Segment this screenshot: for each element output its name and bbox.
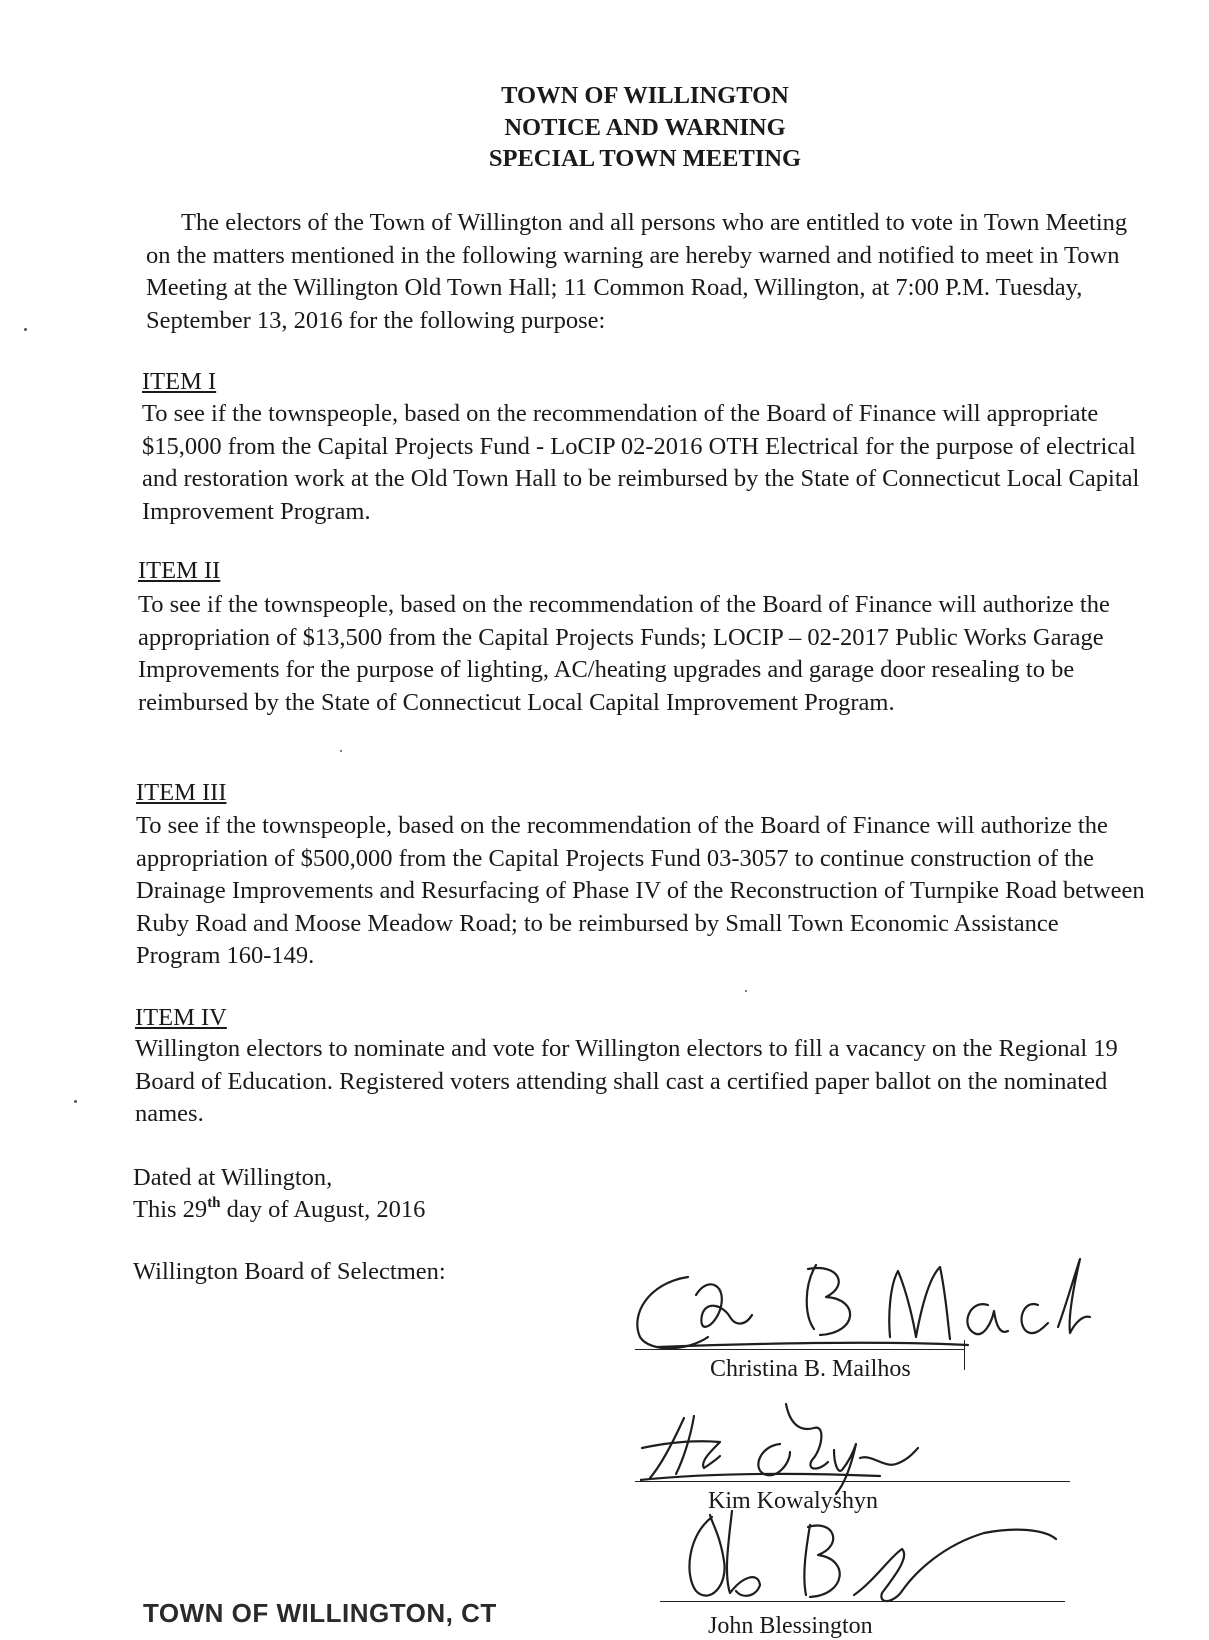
town-stamp: TOWN OF WILLINGTON, CT <box>143 1598 497 1628</box>
scan-speck <box>74 1100 77 1103</box>
scan-speck <box>340 750 342 752</box>
item-4-title: ITEM IV <box>135 1004 227 1031</box>
item-1-title: ITEM I <box>142 368 217 395</box>
signature-line-1 <box>635 1349 965 1350</box>
item-2-title: ITEM II <box>138 557 221 584</box>
intro-text: The electors of the Town of Willington and all persons who are entitled to vote in Town Meeting on the matters mentioned in the following warning are hereby warned and notified to meet in Town Meeting at the Willington Old Town Hall; 11 Common Road, Willington, at 7:00 P.M. Tuesday, September 13, 2016 for the following purpose: <box>146 209 1128 334</box>
signature-line-2 <box>635 1481 1070 1482</box>
dated-block <box>133 1162 425 1226</box>
dated-day: This 29 <box>133 1196 208 1223</box>
item-4-text: Willington electors to nominate and vote for Willington electors to fill a vacancy on the Regional 19 Board of Education. Registered voters attending shall cast a certified paper ballot on the nominated names. <box>135 1035 1118 1127</box>
item-2-text: To see if the townspeople, based on the recommendation of the Board of Finance will authorize the appropriation of $13,500 from the Capital Projects Funds; LOCIP – 02-2017 Public Works Garage Improvements for the purpose of lighting, AC/heating upgrades and garage door resealing to be reimbursed by the State of Connecticut Local Capital Improvement Program. <box>138 591 1110 716</box>
signature-line-3 <box>660 1601 1065 1602</box>
signature-line-1-tick <box>964 1340 965 1370</box>
intro-paragraph <box>146 207 1156 337</box>
dated-month-year: day of August, 2016 <box>220 1196 426 1223</box>
dated-line-1: Dated at Willington, <box>133 1164 333 1191</box>
dated-line-2 <box>133 1194 425 1226</box>
scan-speck <box>745 990 747 992</box>
item-1-text: To see if the townspeople, based on the recommendation of the Board of Finance will appropriate $15,000 from the Capital Projects Fund - LoCIP 02-2016 OTH Electrical for the purpose of electrical and restoration work at the Old Town Hall to be reimbursed by the State of Connecticut Local Capital Improvement Program. <box>142 400 1140 525</box>
item-3-title: ITEM III <box>136 779 227 806</box>
board-label: Willington Board of Selectmen: <box>133 1258 446 1285</box>
title-line-1: TOWN OF WILLINGTON <box>501 82 789 109</box>
scan-speck <box>24 328 27 331</box>
title-line-3: SPECIAL TOWN MEETING <box>488 145 802 172</box>
dated-day-suffix: th <box>207 1195 221 1211</box>
title-line-2: NOTICE AND WARNING <box>504 114 786 141</box>
signer-name-3: John Blessington <box>708 1613 873 1639</box>
signature-blessington <box>684 1505 1064 1615</box>
signature-kowalyshyn <box>640 1390 940 1500</box>
item-3-text: To see if the townspeople, based on the recommendation of the Board of Finance will authorize the appropriation of $500,000 from the Capital Projects Fund 03-3057 to continue construction of the Drainage Improvements and Resurfacing of Phase IV of the Reconstruction of Turnpike Road between Ruby Road and Moose Meadow Road; to be reimbursed by Small Town Economic Assistance Program 160-149. <box>136 812 1145 969</box>
signer-name-1: Christina B. Mailhos <box>710 1356 911 1382</box>
signer-name-2: Kim Kowalyshyn <box>708 1488 878 1514</box>
